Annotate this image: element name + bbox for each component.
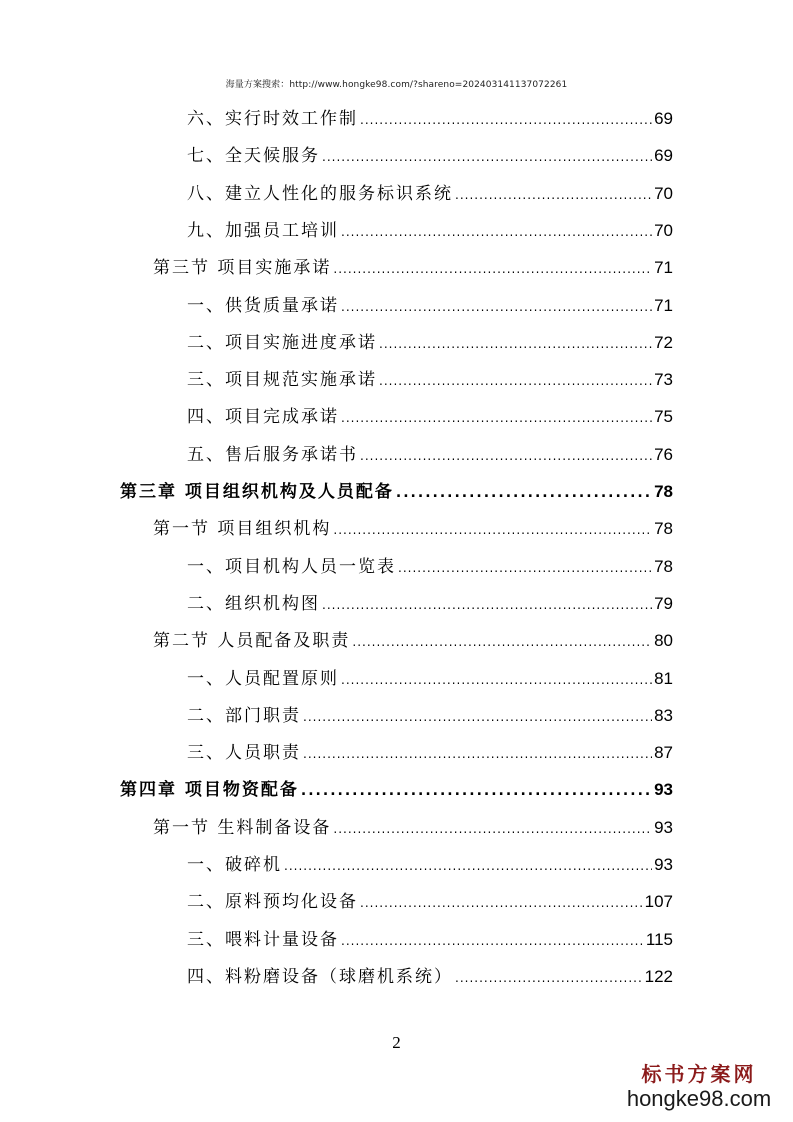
toc-entry-page: 107 xyxy=(644,892,673,912)
watermark-en-text: hongke98.com xyxy=(626,1086,772,1111)
toc-entry-title: 五、售后服务承诺书 xyxy=(187,444,358,465)
toc-entry-page: 72 xyxy=(654,332,673,352)
toc-entry-page: 78 xyxy=(654,556,673,576)
toc-entry-item[interactable] xyxy=(187,216,673,246)
toc-entry-page: 83 xyxy=(654,705,673,725)
toc-entry-title: 四、项目完成承诺 xyxy=(187,407,339,428)
toc-entry-title: 第三节 项目实施承诺 xyxy=(153,258,332,279)
toc-leader-dots xyxy=(333,814,652,844)
toc-leader-dots xyxy=(398,553,652,583)
toc-entry-item[interactable] xyxy=(187,738,673,768)
toc-entry-title: 第一节 生料制备设备 xyxy=(153,817,332,838)
toc-entry-item[interactable] xyxy=(187,440,673,470)
toc-entry-chapter[interactable] xyxy=(120,477,673,507)
toc-entry-title: 一、人员配置原则 xyxy=(187,668,339,689)
toc-entry-title: 七、全天候服务 xyxy=(187,146,320,167)
toc-entry-title: 二、原料预均化设备 xyxy=(187,892,358,913)
page-number: 2 xyxy=(392,1033,401,1052)
toc-entry-item[interactable] xyxy=(187,664,673,694)
toc-entry-title: 三、项目规范实施承诺 xyxy=(187,370,377,391)
toc-entry-title: 第一节 项目组织机构 xyxy=(153,519,332,540)
watermark-logo xyxy=(619,1062,779,1112)
toc-entry-page: 78 xyxy=(654,519,673,539)
toc-entry-page: 71 xyxy=(654,258,673,278)
toc-leader-dots xyxy=(333,254,652,284)
toc-leader-dots xyxy=(341,217,652,247)
toc-entry-page: 69 xyxy=(654,146,673,166)
toc-entry-page: 71 xyxy=(654,295,673,315)
toc-leader-dots xyxy=(341,665,652,695)
toc-entry-section[interactable] xyxy=(153,626,673,656)
toc-entry-page: 70 xyxy=(654,220,673,240)
toc-entry-page: 115 xyxy=(645,929,673,949)
toc-entry-item[interactable] xyxy=(187,850,673,880)
toc-entry-item[interactable] xyxy=(187,328,673,358)
toc-leader-dots xyxy=(360,441,652,471)
toc-entry-item[interactable] xyxy=(187,887,673,917)
toc-leader-dots xyxy=(352,627,652,657)
toc-entry-item[interactable] xyxy=(187,291,673,321)
toc-entry-page: 93 xyxy=(654,855,673,874)
toc-entry-item[interactable] xyxy=(187,962,673,992)
toc-leader-dots xyxy=(301,776,652,806)
toc-entry-item[interactable] xyxy=(187,141,673,171)
toc-entry-page: 93 xyxy=(654,780,673,800)
toc-entry-title: 九、加强员工培训 xyxy=(187,220,339,241)
toc-entry-title: 第四章 项目物资配备 xyxy=(120,780,299,801)
toc-leader-dots xyxy=(322,142,652,172)
toc-entry-page: 93 xyxy=(654,817,673,837)
toc-leader-dots xyxy=(341,292,652,322)
toc-leader-dots xyxy=(322,590,652,620)
toc-entry-item[interactable] xyxy=(187,552,673,582)
toc-leader-dots xyxy=(341,926,644,956)
toc-entry-title: 八、建立人性化的服务标识系统 xyxy=(187,183,453,204)
toc-leader-dots xyxy=(360,105,652,135)
toc-entry-title: 一、供货质量承诺 xyxy=(187,295,339,316)
toc-entry-section[interactable] xyxy=(153,253,673,283)
toc-entry-page: 75 xyxy=(654,407,673,427)
watermark-cn-text: 标书方案网 xyxy=(641,1062,757,1086)
toc-entry-title: 六、实行时效工作制 xyxy=(187,109,358,129)
toc-entry-title: 二、部门职责 xyxy=(187,705,301,726)
toc-entry-section[interactable] xyxy=(153,514,673,544)
toc-entry-title: 三、人员职责 xyxy=(187,743,301,764)
toc-entry-page: 122 xyxy=(644,966,673,986)
toc-entry-page: 73 xyxy=(654,370,673,390)
toc-entry-page: 76 xyxy=(654,444,673,464)
toc-entry-item[interactable] xyxy=(187,589,673,619)
toc-entry-item[interactable] xyxy=(187,179,673,209)
toc-leader-dots xyxy=(455,180,652,210)
toc-leader-dots xyxy=(284,851,652,881)
toc-leader-dots xyxy=(379,329,652,359)
toc-entry-page: 80 xyxy=(654,631,673,651)
toc-entry-title: 第三章 项目组织机构及人员配备 xyxy=(120,482,394,502)
toc-leader-dots xyxy=(455,963,643,993)
toc-entry-item[interactable] xyxy=(187,365,673,395)
toc-entry-page: 78 xyxy=(654,482,673,501)
toc-entry-title: 二、组织机构图 xyxy=(187,593,320,614)
toc-entry-title: 四、料粉磨设备（球磨机系统） xyxy=(187,966,453,987)
toc-entry-title: 一、破碎机 xyxy=(187,855,282,875)
toc-leader-dots xyxy=(303,739,652,769)
toc-entry-chapter[interactable] xyxy=(120,775,673,805)
toc-entry-page: 87 xyxy=(654,743,673,763)
toc-entry-page: 70 xyxy=(654,183,673,203)
toc-entry-title: 一、项目机构人员一览表 xyxy=(187,556,396,577)
toc-entry-title: 三、喂料计量设备 xyxy=(187,929,339,950)
toc-entry-item[interactable] xyxy=(187,104,673,134)
toc-leader-dots xyxy=(333,515,652,545)
toc-leader-dots xyxy=(360,888,643,918)
toc-entry-item[interactable] xyxy=(187,402,673,432)
toc-leader-dots xyxy=(303,702,652,732)
toc-entry-section[interactable] xyxy=(153,813,673,843)
toc-entry-title: 第二节 人员配备及职责 xyxy=(153,631,351,652)
toc-leader-dots xyxy=(379,366,652,396)
toc-entry-page: 81 xyxy=(654,668,673,688)
toc-entry-page: 69 xyxy=(654,109,673,128)
toc-entry-item[interactable] xyxy=(187,701,673,731)
toc-leader-dots xyxy=(396,478,652,508)
toc-leader-dots xyxy=(341,403,652,433)
toc-entry-item[interactable] xyxy=(187,925,673,955)
toc-entry-title: 二、项目实施进度承诺 xyxy=(187,332,377,353)
search-header-text: 海量方案搜索：http://www.hongke98.com/?shareno=202403141137072261 xyxy=(225,80,568,90)
toc-entry-page: 79 xyxy=(654,593,673,613)
